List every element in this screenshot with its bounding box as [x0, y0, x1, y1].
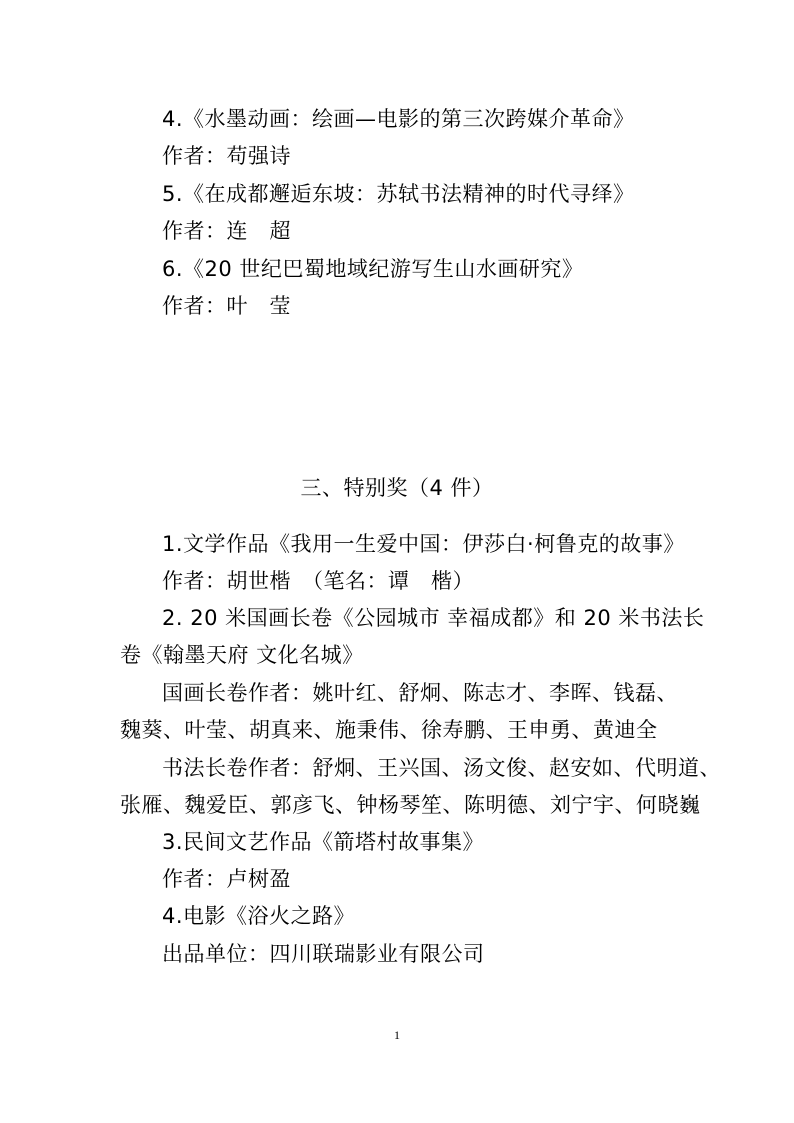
section-heading-special-award: 三、特别奖（4 件）	[300, 476, 494, 500]
entry-4-title: 4.《水墨动画：绘画—电影的第三次跨媒介革命》	[162, 107, 635, 131]
special-1-author: 作者：胡世楷 （笔名：谭 楷）	[162, 569, 474, 593]
special-4-producer: 出品单位：四川联瑞影业有限公司	[162, 942, 485, 966]
special-2-calligraphy-authors-line-2: 张雁、魏爱臣、郭彦飞、钟杨琴笙、陈明德、刘宁宇、何晓巍	[120, 793, 701, 817]
special-3-author: 作者：卢树盈	[162, 867, 291, 891]
special-2-painting-authors-line-1: 国画长卷作者：姚叶红、舒炯、陈志才、李晖、钱磊、	[162, 681, 678, 705]
special-2-painting-authors-line-2: 魏葵、叶莹、胡真来、施秉伟、徐寿鹏、王申勇、黄迪全	[120, 718, 658, 742]
special-4-title: 4.电影《浴火之路》	[162, 904, 356, 928]
entry-5-title: 5.《在成都邂逅东坡：苏轼书法精神的时代寻绎》	[162, 182, 635, 206]
page-number: 1	[394, 1028, 400, 1042]
entry-6-title: 6.《20 世纪巴蜀地域纪游写生山水画研究》	[162, 257, 584, 281]
special-2-title-line-2: 卷《翰墨天府 文化名城》	[120, 643, 364, 667]
special-2-title-line-1: 2. 20 米国画长卷《公园城市 幸福成都》和 20 米书法长	[162, 606, 705, 630]
entry-5-author: 作者：连 超	[162, 219, 291, 243]
entry-4-author: 作者：苟强诗	[162, 144, 291, 168]
special-1-title: 1.文学作品《我用一生爱中国：伊莎白·柯鲁克的故事》	[162, 532, 685, 556]
entry-6-author: 作者：叶 莹	[162, 294, 291, 318]
special-2-calligraphy-authors-line-1: 书法长卷作者：舒炯、王兴国、汤文俊、赵安如、代明道、	[162, 756, 721, 780]
special-3-title: 3.民间文艺作品《箭塔村故事集》	[162, 830, 485, 854]
